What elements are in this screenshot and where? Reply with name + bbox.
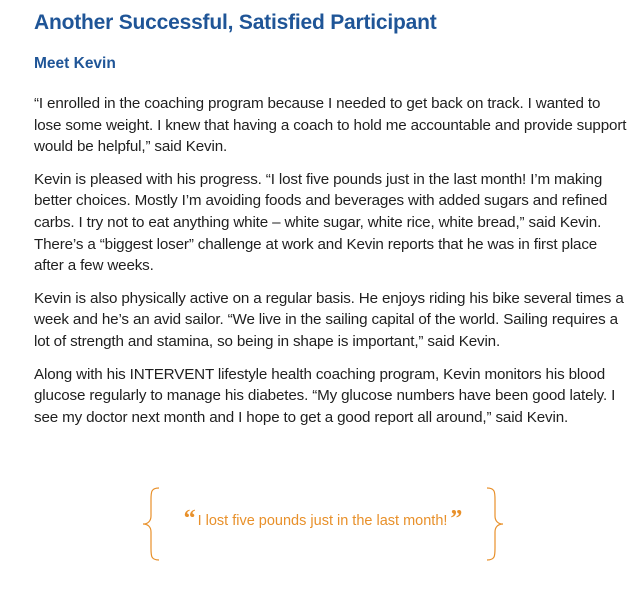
paragraph-4: Along with his INTERVENT lifestyle health coaching program, Kevin monitors his blood glucose regularly to manage his diabetes. “My glucose numbers have been good lately. I see my doctor next month and I hope to get a good report all around,” said Kevin. [34,365,616,426]
paragraph-2: Kevin is pleased with his progress. “I lost five pounds just in the last month! I’m making better choices. Mostly I’m avoiding foods and beverages with added sugars and refined carbs. I try not to eat anything white – white sugar, white rice, white bread,” said Kevin. There’s a “biggest loser” challenge at work and Kevin reports that he was in first place after a few weeks. [34,170,608,275]
article [34,10,630,439]
pull-quote-text: I lost five pounds just in the last month! [197,513,448,529]
close-quote-mark: ” [450,506,463,532]
paragraph-3: Kevin is also physically active on a regular basis. He enjoys riding his bike several times a week and he’s an avid sailor. “We live in the sailing capital of the world. Sailing requires a lot of strength and stamina, so being in shape is important,” said Kevin. [34,289,624,350]
open-quote-mark: “ [183,506,196,532]
right-curly-brace-icon [482,486,506,562]
page-title: Another Successful, Satisfied Participant [34,11,437,34]
page-subtitle: Meet Kevin [34,55,116,72]
pull-quote-box [140,486,506,562]
pull-quote [168,506,478,532]
paragraph-1: “I enrolled in the coaching program because I needed to get back on track. I wanted to lose some weight. I knew that having a coach to hold me accountable and provide support would be helpful,” said Kevin. [34,95,627,156]
left-curly-brace-icon [140,486,164,562]
article-body [34,93,630,428]
